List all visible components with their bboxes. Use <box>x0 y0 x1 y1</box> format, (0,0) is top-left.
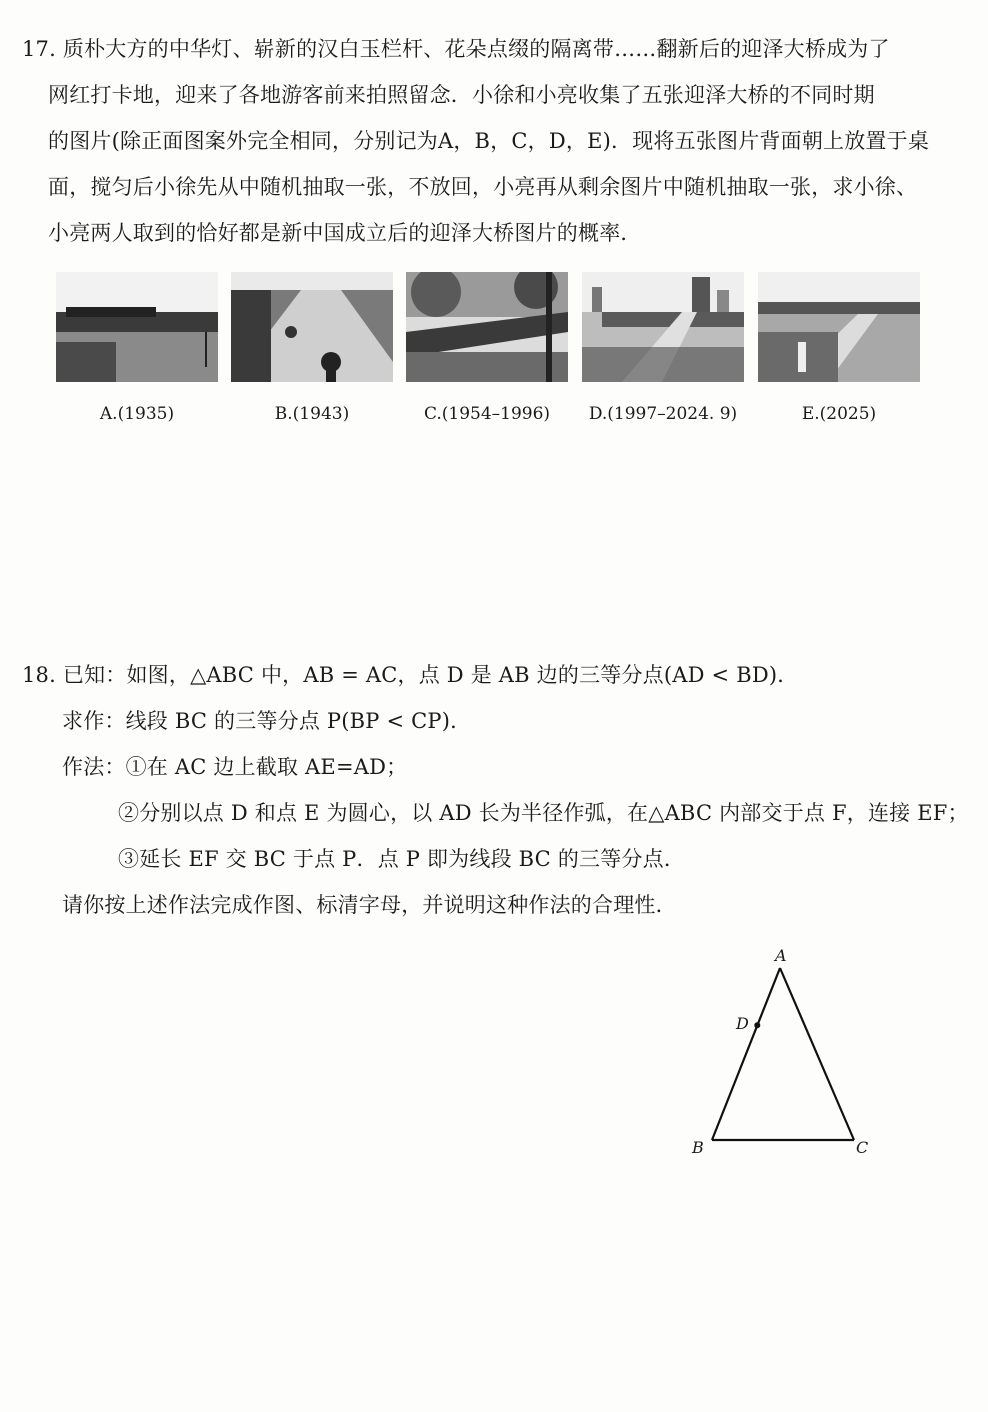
triangle-diagram <box>680 940 890 1170</box>
q18-task: 求作：线段 BC 的三等分点 P(BP < CP)． <box>62 709 472 733</box>
side-ac <box>780 968 854 1140</box>
bridge-photo-row <box>56 272 922 422</box>
photo-c <box>406 272 568 424</box>
bridge-photo-image <box>758 272 920 382</box>
q18-instruction: 请你按上述作法完成作图、标清字母，并说明这种作法的合理性． <box>62 893 677 917</box>
caption-d: D.(1997–2024. 9) <box>588 404 738 424</box>
triangle-figure <box>680 940 890 1170</box>
bridge-photo-image <box>406 272 568 382</box>
photo-d <box>582 272 744 424</box>
caption-c: C.(1954–1996) <box>423 404 551 424</box>
question-17 <box>22 26 958 256</box>
bridge-photo-image <box>231 272 393 382</box>
q17-line-1: 17. 质朴大方的中华灯、崭新的汉白玉栏杆、花朵点缀的隔离带……翻新后的迎泽大桥成为了 <box>22 37 890 61</box>
label-c: C <box>856 1138 869 1157</box>
photo-e <box>758 272 920 424</box>
label-a: A <box>775 946 787 965</box>
bridge-photo-image <box>582 272 744 382</box>
side-ab <box>712 968 780 1140</box>
photo-b <box>231 272 393 424</box>
caption-a: A.(1935) <box>99 404 175 424</box>
point-d <box>754 1022 760 1028</box>
q17-line-2: 网红打卡地，迎来了各地游客前来拍照留念．小徐和小亮收集了五张迎泽大桥的不同时期 <box>48 83 875 107</box>
label-b: B <box>692 1138 704 1157</box>
q18-step-3: ③延长 EF 交 BC 于点 P．点 P 即为线段 BC 的三等分点． <box>118 847 686 871</box>
q18-step-2: ②分别以点 D 和点 E 为圆心，以 AD 长为半径作弧，在△ABC 内部交于点 F，连接 EF； <box>118 801 969 825</box>
q18-given: 18. 已知：如图，△ABC 中，AB = AC，点 D 是 AB 边的三等分点(AD < BD)． <box>22 663 799 687</box>
caption-e: E.(2025) <box>801 404 877 424</box>
label-d: D <box>736 1014 749 1033</box>
q17-line-5: 小亮两人取到的恰好都是新中国成立后的迎泽大桥图片的概率． <box>48 221 642 245</box>
q18-step-1: 作法：①在 AC 边上截取 AE=AD； <box>62 755 408 779</box>
bridge-photo-image <box>56 272 218 382</box>
question-18 <box>22 652 969 928</box>
q17-line-4: 面，搅匀后小徐先从中随机抽取一张，不放回，小亮再从剩余图片中随机抽取一张，求小徐、 <box>48 175 918 199</box>
caption-b: B.(1943) <box>274 404 350 424</box>
photo-a <box>56 272 218 424</box>
q17-line-3: 的图片(除正面图案外完全相同，分别记为A，B，C，D，E)．现将五张图片背面朝上放置于桌 <box>48 129 930 153</box>
